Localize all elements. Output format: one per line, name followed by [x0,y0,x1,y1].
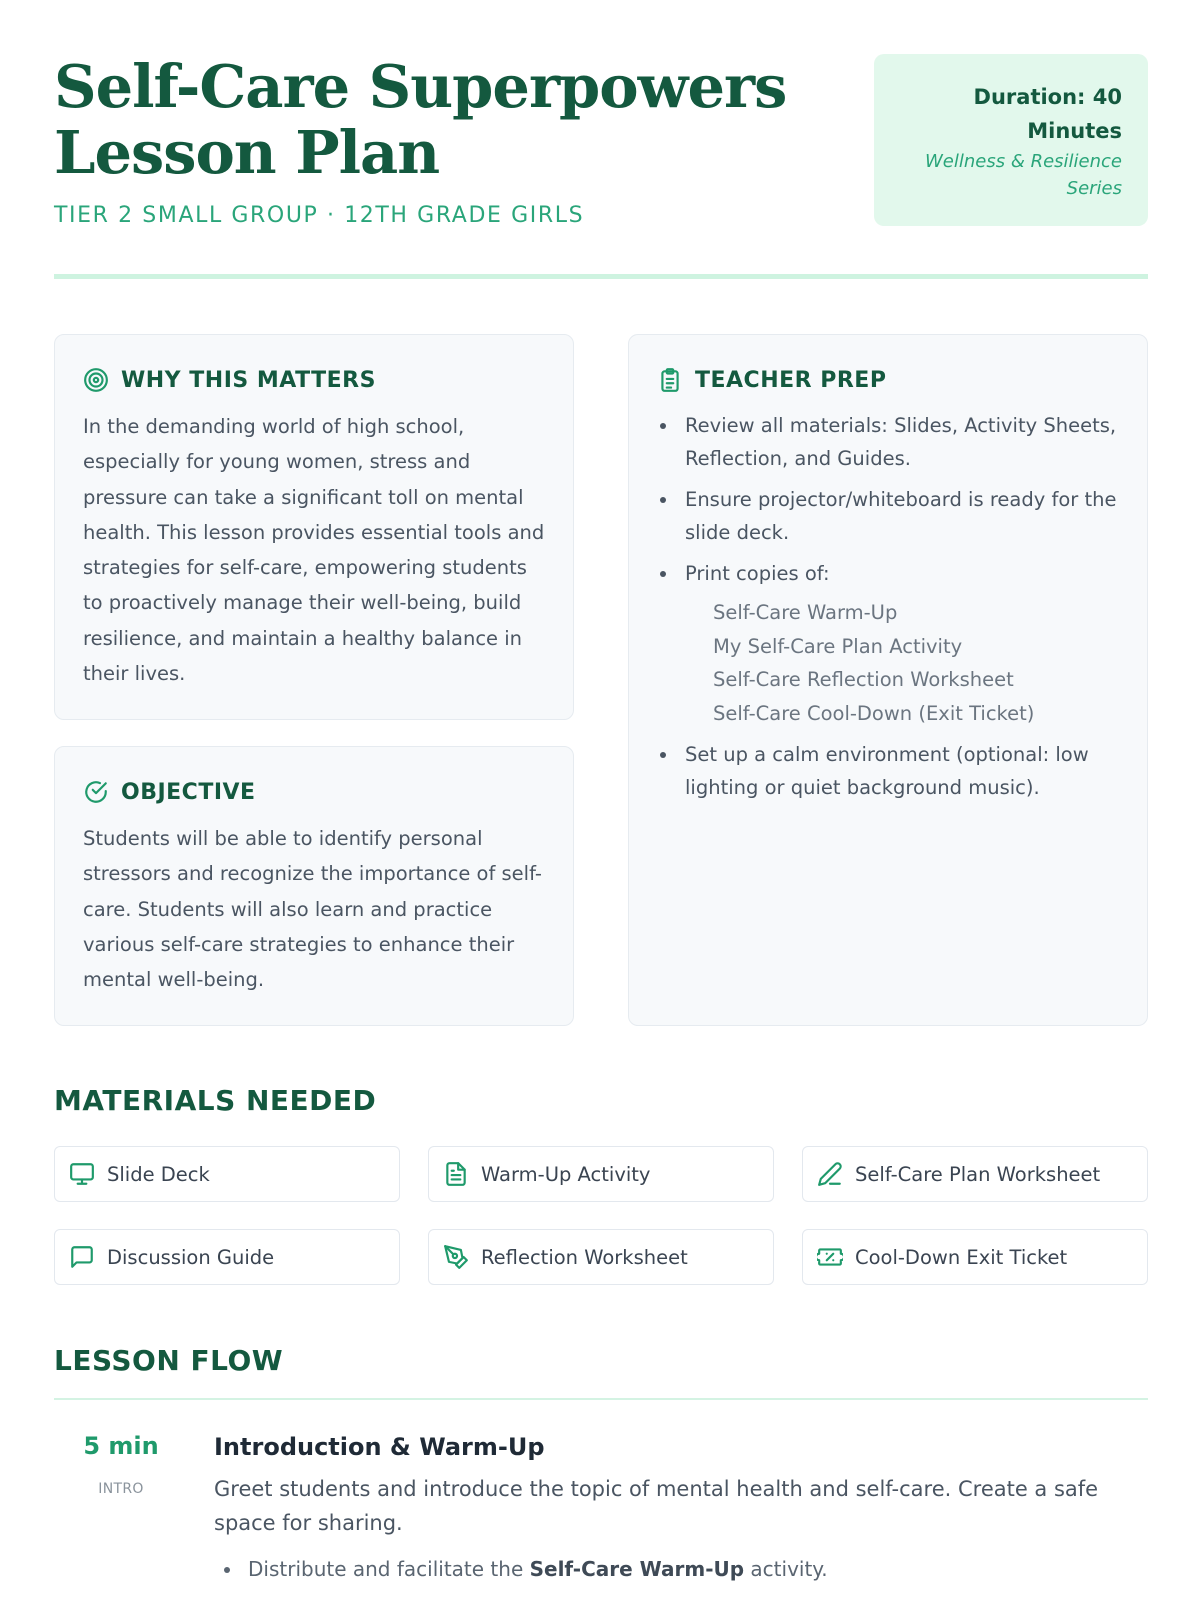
material-discussion-guide [54,1229,400,1285]
series-text: Wellness & Resilience Series [924,151,1122,199]
material-label: Self-Care Plan Worksheet [855,1162,1101,1186]
objective-card [54,746,574,1026]
step-time: 5 min [83,1432,159,1460]
page-subtitle: TIER 2 SMALL GROUP · 12TH GRADE GIRLS [54,203,585,228]
bullet-bold: Self-Care Warm-Up [529,1557,745,1581]
print-copy-item: My Self-Care Plan Activity [713,634,963,658]
step-bullets [214,1552,1134,1586]
prep-item-print [657,557,1127,730]
material-label: Slide Deck [107,1162,210,1186]
bullet-suffix: activity. [744,1557,828,1581]
material-slide-deck [54,1146,400,1202]
material-reflection [428,1229,774,1285]
teacher-prep-card [628,334,1148,1026]
material-label: Cool-Down Exit Ticket [855,1245,1068,1269]
clipboard-icon [657,367,683,393]
prep-header [657,367,886,393]
check-circle-icon [83,779,109,805]
header-divider [54,274,1148,279]
why-header [83,367,376,393]
page-title: Self-Care Superpowers Lesson Plan [54,52,787,187]
print-copies-list [685,596,1127,730]
why-card [54,334,574,720]
prep-item-label: Print copies of: [685,562,830,585]
bullet-prefix: Distribute and facilitate the [248,1557,530,1581]
print-copy-item: Self-Care Warm-Up [713,601,898,624]
material-label: Warm-Up Activity [481,1162,651,1186]
material-plan-worksheet [802,1146,1148,1202]
materials-grid [54,1146,1148,1286]
prep-item: Ensure projector/whiteboard is ready for the slide deck. [657,483,1127,549]
objective-body: Students will be able to identify personal stressors and recognize the importance of self-care. Students will also learn and practice various self-care strategies to enhance their mental well-being. [83,827,542,992]
objective-header [83,779,256,805]
step-tag: INTRO [98,1481,144,1497]
document-icon [443,1161,469,1187]
materials-title: MATERIALS NEEDED [54,1084,377,1117]
step-title: Introduction & Warm-Up [214,1433,545,1461]
step-description: Greet students and introduce the topic of mental health and self-care. Create a safe space for sharing. [214,1477,1099,1535]
material-label: Reflection Worksheet [481,1245,688,1269]
lesson-plan-page [54,0,1148,1600]
ticket-icon [817,1244,843,1270]
prep-item: Set up a calm environment (optional: low lighting or quiet background music). [657,738,1127,804]
chat-icon [69,1244,95,1270]
material-exit-ticket [802,1229,1148,1285]
lesson-flow-title: LESSON FLOW [54,1344,284,1377]
duration-box [874,54,1148,226]
material-warm-up [428,1146,774,1202]
why-body: In the demanding world of high school, especially for young women, stress and pressure can take a significant toll on mental health. This lesson provides essential tools and strategies for self-care, empowering students to proactively manage their well-being, build resilience, and maintain a healthy balance in their lives. [83,415,545,686]
print-copy-item: Self-Care Cool-Down (Exit Ticket) [713,701,1035,725]
print-copy-item: Self-Care Reflection Worksheet [713,668,1014,691]
why-title: WHY THIS MATTERS [121,367,376,393]
duration-text: Duration: 40 Minutes [973,85,1122,143]
target-icon [83,367,109,393]
prep-item: Review all materials: Slides, Activity Sheets, Reflection, and Guides. [657,409,1127,475]
objective-title: OBJECTIVE [121,779,256,805]
pen-icon [817,1161,843,1187]
monitor-icon [69,1161,95,1187]
pen-tool-icon [443,1244,469,1270]
prep-title: TEACHER PREP [695,367,887,393]
lesson-flow-divider [54,1398,1148,1400]
material-label: Discussion Guide [107,1245,275,1269]
prep-list [657,409,1127,812]
step-bullet [214,1552,1134,1586]
